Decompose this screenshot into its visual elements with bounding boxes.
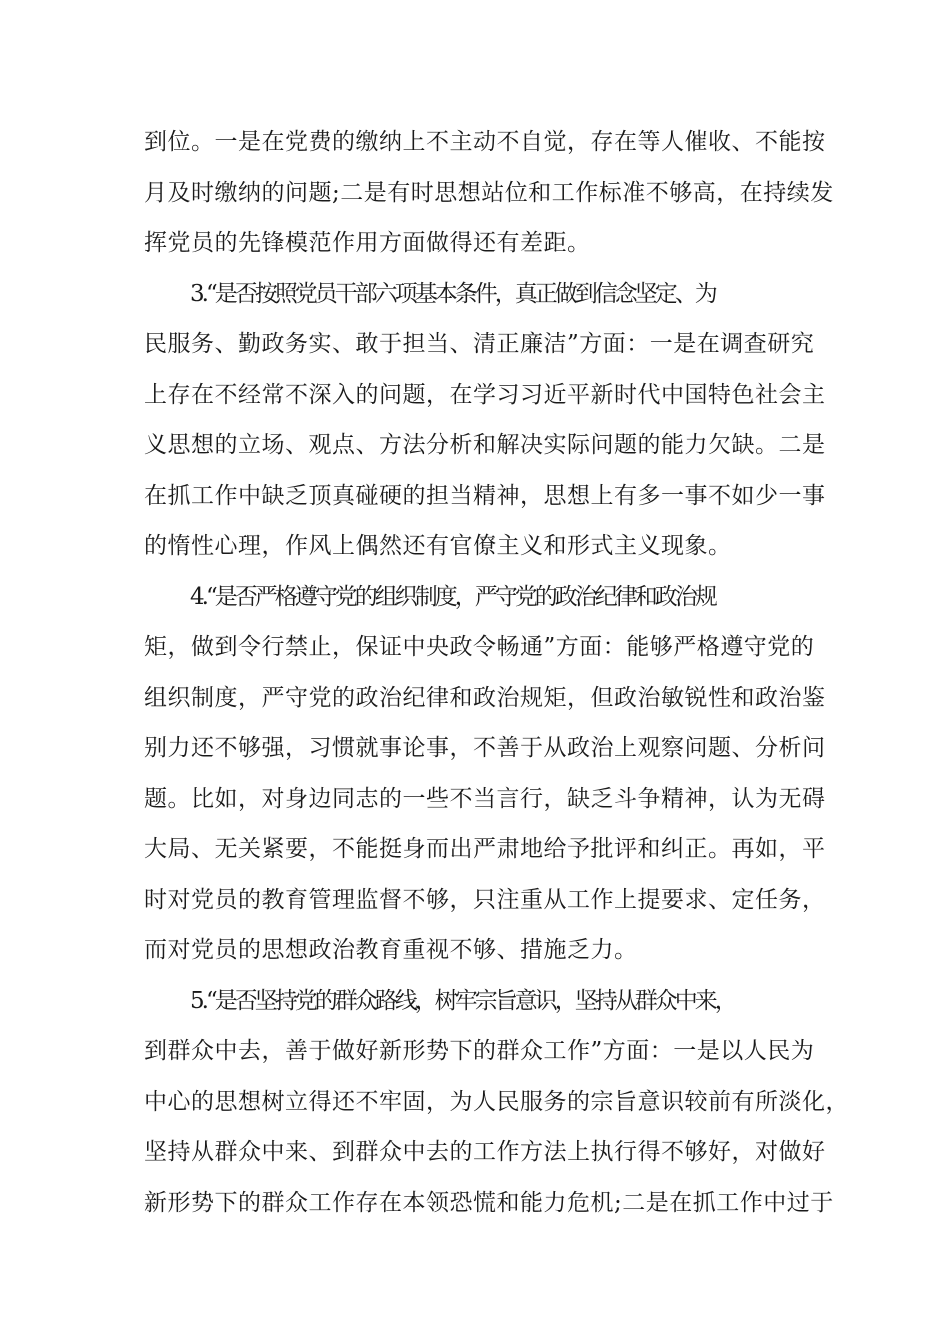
document-body (144, 117, 849, 1228)
paragraph-first-line: 3.“是否按照党员干部六项基本条件，真正做到信念坚定、为 (190, 280, 715, 307)
text-line: 上存在不经常不深入的问题，在学习习近平新时代中国特色社会主 (144, 381, 826, 408)
text-line: 义思想的立场、观点、方法分析和解决实际问题的能力欠缺。二是 (144, 432, 826, 458)
paragraph-first-line: 5.“是否坚持党的群众路线，树牢宗旨意识，坚持从群众中来， (190, 987, 735, 1014)
text-line: 中心的思想树立得还不牢固，为人民服务的宗旨意识较前有所淡化， (144, 1088, 849, 1115)
text-line: 在抓工作中缺乏顶真碰硬的担当精神，思想上有多一事不如少一事 (144, 482, 826, 509)
text-line: 题。比如，对身边同志的一些不当言行，缺乏斗争精神，认为无碍 (144, 785, 826, 812)
text-line: 挥党员的先锋模范作用方面做得还有差距。 (144, 230, 591, 256)
text-line: 新形势下的群众工作存在本领恐慌和能力危机;二是在抓工作中过于 (144, 1189, 834, 1216)
text-line: 而对党员的思想政治教育重视不够、措施乏力。 (144, 937, 638, 963)
text-line: 组织制度，严守党的政治纪律和政治规矩，但政治敏锐性和政治鉴 (144, 684, 826, 711)
text-line: 时对党员的教育管理监督不够，只注重从工作上提要求、定任务， (144, 886, 826, 913)
text-line: 大局、无关紧要，不能挺身而出严肃地给予批评和纠正。再如，平 (144, 836, 826, 862)
text-line: 民服务、勤政务实、敢于担当、清正廉洁”方面：一是在调查研究 (144, 331, 815, 357)
text-line: 到位。一是在党费的缴纳上不主动不自觉，存在等人催收、不能按 (144, 129, 826, 155)
text-line: 的惰性心理，作风上偶然还有官僚主义和形式主义现象。 (144, 533, 732, 559)
text-line: 月及时缴纳的问题;二是有时思想站位和工作标准不够高，在持续发 (144, 179, 834, 206)
text-line: 矩，做到令行禁止，保证中央政令畅通”方面：能够严格遵守党的 (144, 634, 815, 660)
text-line: 坚持从群众中来、到群众中去的工作方法上执行得不够好，对做好 (144, 1139, 826, 1165)
text-line: 别力还不够强，习惯就事论事，不善于从政治上观察问题、分析问 (144, 735, 826, 761)
text-line: 到群众中去，善于做好新形势下的群众工作”方面：一是以人民为 (144, 1038, 815, 1064)
paragraph-first-line: 4.“是否严格遵守党的组织制度，严守党的政治纪律和政治规 (190, 583, 715, 610)
